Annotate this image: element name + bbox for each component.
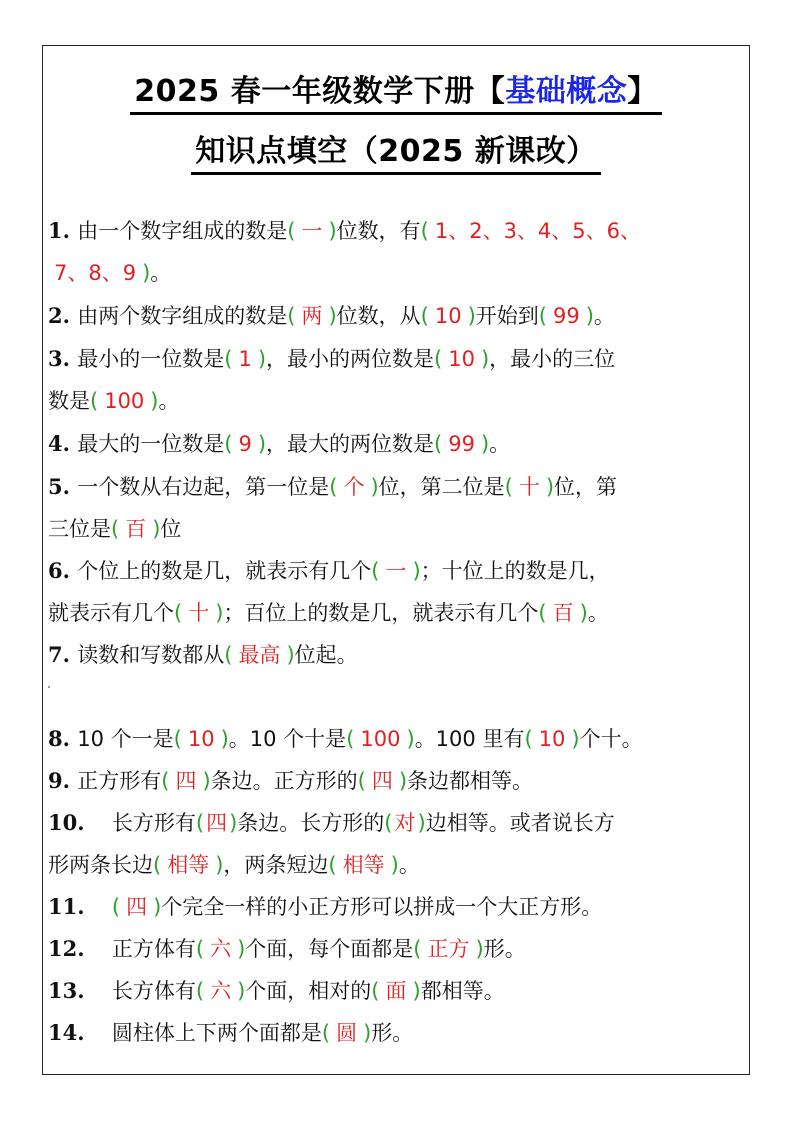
question-text: 正方形有 [77, 769, 162, 793]
open-paren: ( [328, 853, 337, 877]
close-paren: ) [480, 347, 490, 371]
close-paren: ) [202, 769, 211, 793]
open-paren: ( [195, 811, 205, 835]
title-highlight: 基础概念 [505, 74, 628, 109]
question-text: 由一个数字组成的数是 [77, 219, 288, 243]
open-paren: ( [538, 601, 547, 625]
close-paren: ) [150, 389, 159, 413]
question-6-line-2 [48, 598, 609, 628]
question-1-line-1 [48, 216, 647, 246]
question-number: 12. [48, 936, 92, 961]
close-paren: ) [229, 811, 238, 835]
close-paren: ) [257, 347, 267, 371]
question-text: 由两个数字组成的数是 [77, 304, 288, 328]
open-paren: ( [434, 432, 443, 456]
answer-text: 面 [385, 979, 407, 1003]
question-text: 位 [160, 517, 182, 541]
open-paren: ( [420, 219, 429, 243]
document-frame [42, 45, 750, 1075]
answer-text: 四 [206, 811, 228, 835]
answer-text: 两 [301, 304, 323, 328]
open-paren: ( [224, 347, 233, 371]
close-paren: ) [585, 304, 594, 328]
open-paren: ( [90, 389, 99, 413]
answer-text: 对 [394, 811, 416, 835]
close-paren: ) [237, 937, 246, 961]
question-number: 10. [48, 810, 92, 835]
close-paren: ) [220, 727, 229, 751]
question-text: 最大的一位数是 [77, 432, 225, 456]
answer-text: 10 [538, 727, 566, 751]
question-text: 位数，从 [336, 304, 421, 328]
open-paren: ( [111, 895, 121, 919]
answer-text: 百 [552, 601, 574, 625]
title-line-1 [43, 66, 749, 115]
question-11-line-1 [48, 892, 602, 922]
question-text: 。 [489, 432, 511, 456]
answer-text: 99 [552, 304, 580, 328]
answer-text: 7、8、9 [54, 261, 137, 285]
open-paren: ( [434, 347, 443, 371]
question-number: 1. [48, 218, 78, 243]
question-text: 个完全一样的小正方形可以拼成一个大正方形。 [161, 895, 603, 919]
question-3-line-2 [48, 386, 180, 416]
close-paren: ) [328, 219, 337, 243]
close-paren: ) [370, 475, 379, 499]
question-number: 2. [48, 303, 78, 328]
stray-dot [48, 686, 50, 688]
answer-text: 10 [448, 347, 475, 371]
question-text: 。 [158, 389, 180, 413]
title-line-2 [43, 126, 749, 175]
close-paren: ) [142, 261, 151, 285]
question-number: 6. [48, 558, 78, 583]
question-text: 条边都相等。 [407, 769, 534, 793]
answer-text: 十 [518, 475, 540, 499]
close-paren: ) [257, 432, 267, 456]
answer-text: 相等 [167, 853, 210, 877]
question-text: 三位是 [48, 517, 111, 541]
open-paren: ( [420, 304, 429, 328]
question-text: 位数，有 [336, 219, 421, 243]
close-paren: ) [215, 853, 224, 877]
question-5-line-2 [48, 514, 181, 544]
question-number: 7. [48, 642, 78, 667]
question-text: ，最小的三位 [489, 347, 616, 371]
question-text: 个面，相对的 [245, 979, 372, 1003]
question-10-line-1 [48, 808, 615, 838]
question-3-line-1 [48, 344, 615, 374]
open-paren: ( [161, 769, 170, 793]
answer-text: 六 [210, 979, 232, 1003]
close-paren: ) [328, 304, 337, 328]
open-paren: ( [329, 475, 338, 499]
close-paren: ) [215, 601, 224, 625]
close-paren: ) [286, 643, 295, 667]
question-text: 一个数从右边起，第一位是 [77, 475, 330, 499]
open-paren: ( [504, 475, 513, 499]
question-text: 读数和写数都从 [77, 643, 225, 667]
question-text: 圆柱体上下两个面都是 [91, 1021, 322, 1045]
open-paren: ( [111, 517, 120, 541]
question-text: 正方体有 [91, 937, 196, 961]
answer-text: 一 [301, 219, 323, 243]
close-paren: ) [412, 979, 421, 1003]
answer-text: 四 [126, 895, 148, 919]
question-text: 。 [587, 601, 609, 625]
question-number: 4. [48, 431, 78, 456]
answer-text: 四 [175, 769, 197, 793]
close-paren: ) [579, 601, 588, 625]
close-paren: ) [152, 517, 161, 541]
question-number: 3. [48, 346, 78, 371]
question-text: 就表示有几个 [48, 601, 174, 625]
close-paren: ) [363, 1021, 372, 1045]
open-paren: ( [371, 979, 380, 1003]
question-number: 8. [48, 726, 78, 751]
open-paren: ( [174, 601, 183, 625]
answer-text: 9 [238, 432, 252, 456]
question-text: 开始到 [475, 304, 539, 328]
open-paren: ( [413, 937, 422, 961]
open-paren: ( [287, 304, 296, 328]
question-4-line-1 [48, 429, 510, 459]
answer-text: 10 [187, 727, 215, 751]
question-text: 形。 [371, 1021, 414, 1045]
question-12-line-1 [48, 934, 526, 964]
answer-text: 六 [210, 937, 232, 961]
close-paren: ) [571, 727, 580, 751]
question-text: ，最小的两位数是 [266, 347, 435, 371]
open-paren: ( [173, 727, 182, 751]
question-text: 个位上的数是几，就表示有几个 [77, 559, 372, 583]
title-prefix: 2025 春一年级数学下册【 [134, 74, 506, 109]
answer-text: 圆 [336, 1021, 358, 1045]
question-text: 都相等。 [420, 979, 505, 1003]
question-text: 10 个一是 [77, 727, 174, 751]
question-text: 。100 里有 [414, 727, 525, 751]
answer-text: 四 [371, 769, 393, 793]
question-number: 11. [48, 894, 92, 919]
open-paren: ( [538, 304, 547, 328]
open-paren: ( [321, 1021, 331, 1045]
question-number: 9. [48, 768, 78, 793]
question-14-line-1 [48, 1018, 413, 1048]
question-2-line-1 [48, 301, 615, 331]
close-paren: ) [480, 432, 490, 456]
answer-text: 十 [188, 601, 210, 625]
question-text: 条边。正方形的 [210, 769, 358, 793]
answer-text: 百 [125, 517, 147, 541]
question-text: 。 [398, 853, 420, 877]
question-text: 形两条长边 [48, 853, 153, 877]
question-9-line-1 [48, 766, 533, 796]
question-text: 长方体有 [91, 979, 196, 1003]
question-8-line-1 [48, 724, 643, 754]
question-number: 13. [48, 978, 92, 1003]
close-paren: ) [545, 475, 555, 499]
open-paren: ( [357, 769, 366, 793]
open-paren: ( [195, 979, 205, 1003]
close-paren: ) [390, 853, 399, 877]
open-paren: ( [224, 432, 233, 456]
close-paren: ) [417, 811, 426, 835]
open-paren: ( [384, 811, 393, 835]
question-text: 个十。 [579, 727, 643, 751]
question-text: 条边。长方形的 [237, 811, 385, 835]
answer-text: 一 [385, 559, 407, 583]
answer-text: 10 [434, 304, 462, 328]
answer-text: 相等 [342, 853, 385, 877]
question-1-line-2 [48, 258, 171, 288]
question-13-line-1 [48, 976, 505, 1006]
question-text: ，两条短边 [223, 853, 329, 877]
question-text: 最小的一位数是 [77, 347, 225, 371]
open-paren: ( [346, 727, 355, 751]
open-paren: ( [153, 853, 162, 877]
question-text: 形。 [483, 937, 526, 961]
close-paren: ) [406, 727, 415, 751]
question-number: 5. [48, 474, 78, 499]
question-text: 。 [593, 304, 615, 328]
answer-text: 正方 [427, 937, 470, 961]
question-text: 数是 [48, 389, 90, 413]
answer-text: 100 [104, 389, 145, 413]
question-5-line-1 [48, 472, 617, 502]
open-paren: ( [195, 937, 205, 961]
open-paren: ( [524, 727, 533, 751]
question-10-line-2 [48, 850, 420, 880]
answer-text: 1、2、3、4、5、6、 [434, 219, 642, 243]
answer-text: 个 [343, 475, 365, 499]
answer-text: 100 [360, 727, 401, 751]
close-paren: ) [237, 979, 246, 1003]
question-text: ；十位上的数是几， [420, 559, 610, 583]
close-paren: ) [475, 937, 484, 961]
question-text: 。10 个十是 [228, 727, 347, 751]
question-text: 位，第 [554, 475, 618, 499]
close-paren: ) [398, 769, 408, 793]
close-paren: ) [153, 895, 162, 919]
question-text: ，最大的两位数是 [266, 432, 435, 456]
subtitle: 知识点填空（2025 新课改） [191, 126, 600, 175]
answer-text: 99 [448, 432, 475, 456]
question-text: 边相等。或者说长方 [425, 811, 615, 835]
question-7-line-1 [48, 640, 358, 670]
question-text: 个面，每个面都是 [245, 937, 414, 961]
question-text: 位，第二位是 [378, 475, 505, 499]
question-text [92, 895, 112, 919]
close-paren: ) [412, 559, 421, 583]
answer-text: 最高 [238, 643, 281, 667]
question-text: ；百位上的数是几，就表示有几个 [223, 601, 539, 625]
open-paren: ( [287, 219, 296, 243]
close-paren: ) [467, 304, 476, 328]
title-suffix: 】 [627, 74, 658, 109]
question-text: 。 [150, 261, 172, 285]
question-number: 14. [48, 1020, 92, 1045]
open-paren: ( [371, 559, 380, 583]
question-text: 位起。 [294, 643, 358, 667]
answer-text: 1 [238, 347, 252, 371]
open-paren: ( [224, 643, 233, 667]
question-6-line-1 [48, 556, 610, 586]
question-text: 长方形有 [91, 811, 196, 835]
